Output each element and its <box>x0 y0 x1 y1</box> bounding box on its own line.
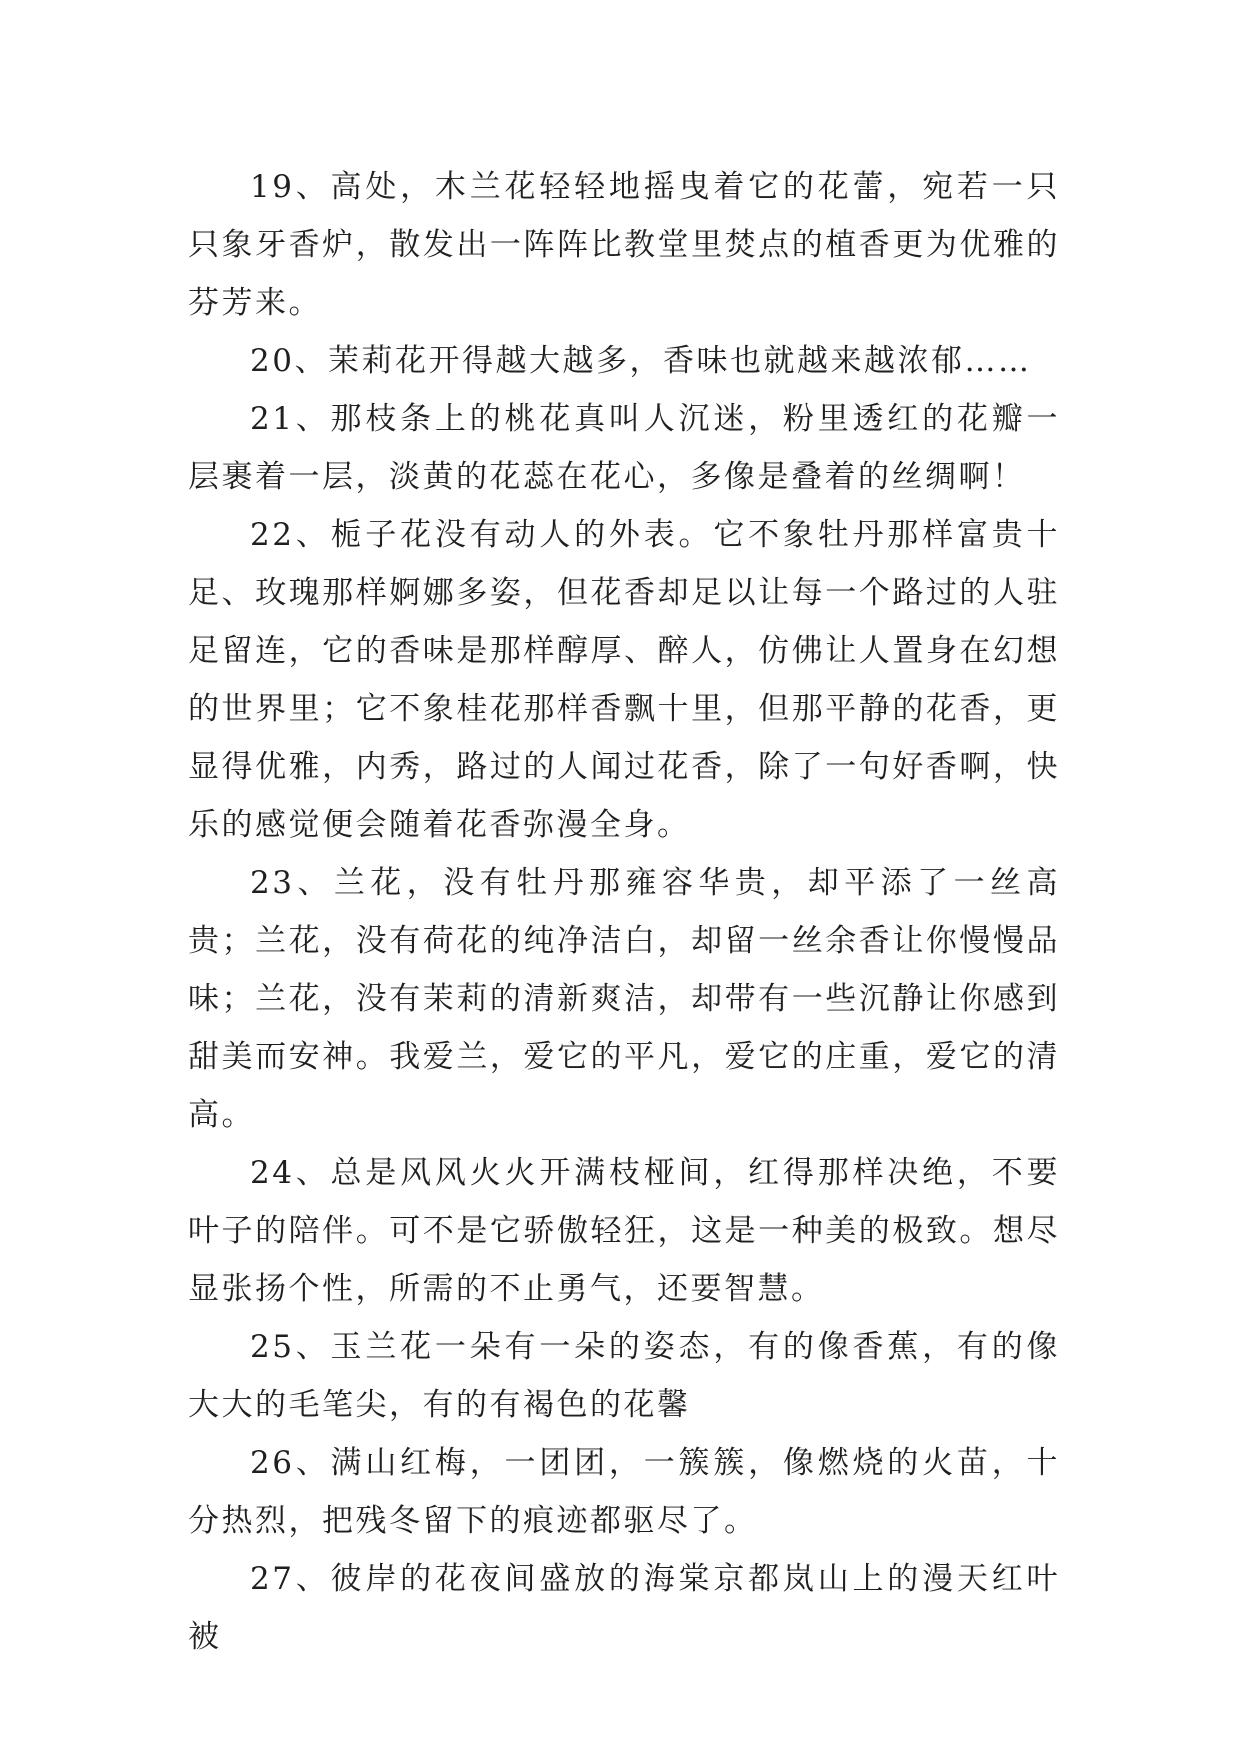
paragraph-19: 19、高处，木兰花轻轻地摇曳着它的花蕾，宛若一只只象牙香炉，散发出一阵阵比教堂里焚点的植香更为优雅的芬芳来。 <box>188 169 1060 321</box>
paragraph-22: 22、栀子花没有动人的外表。它不象牡丹那样富贵十足、玫瑰那样婀娜多姿，但花香却足以让每一个路过的人驻足留连，它的香味是那样醇厚、醉人，仿佛让人置身在幻想的世界里；它不象桂花那样香飘十里，但那平静的花香，更显得优雅，内秀，路过的人闻过花香，除了一句好香啊，快乐的感觉便会随着花香弥漫全身。 <box>188 517 1060 843</box>
paragraph-27: 27、彼岸的花夜间盛放的海棠京都岚山上的漫天红叶被 <box>188 1561 1060 1655</box>
paragraph-21: 21、那枝条上的桃花真叫人沉迷，粉里透红的花瓣一层裹着一层，淡黄的花蕊在花心，多像是叠着的丝绸啊！ <box>188 401 1060 495</box>
paragraph-23: 23、兰花，没有牡丹那雍容华贵，却平添了一丝高贵；兰花，没有荷花的纯净洁白，却留一丝余香让你慢慢品味；兰花，没有茉莉的清新爽洁，却带有一些沉静让你感到甜美而安神。我爱兰，爱它的平凡，爱它的庄重，爱它的清高。 <box>188 865 1060 1133</box>
paragraph-20: 20、茉莉花开得越大越多，香味也就越来越浓郁…… <box>250 343 1032 379</box>
paragraph-24: 24、总是风风火火开满枝桠间，红得那样决绝，不要叶子的陪伴。可不是它骄傲轻狂，这是一种美的极致。想尽显张扬个性，所需的不止勇气，还要智慧。 <box>188 1155 1060 1307</box>
body-text <box>188 158 1060 1666</box>
paragraph-25: 25、玉兰花一朵有一朵的姿态，有的像香蕉，有的像大大的毛笔尖，有的有褐色的花馨 <box>188 1329 1060 1423</box>
paragraph-26: 26、满山红梅，一团团，一簇簇，像燃烧的火苗，十分热烈，把残冬留下的痕迹都驱尽了。 <box>188 1445 1060 1539</box>
